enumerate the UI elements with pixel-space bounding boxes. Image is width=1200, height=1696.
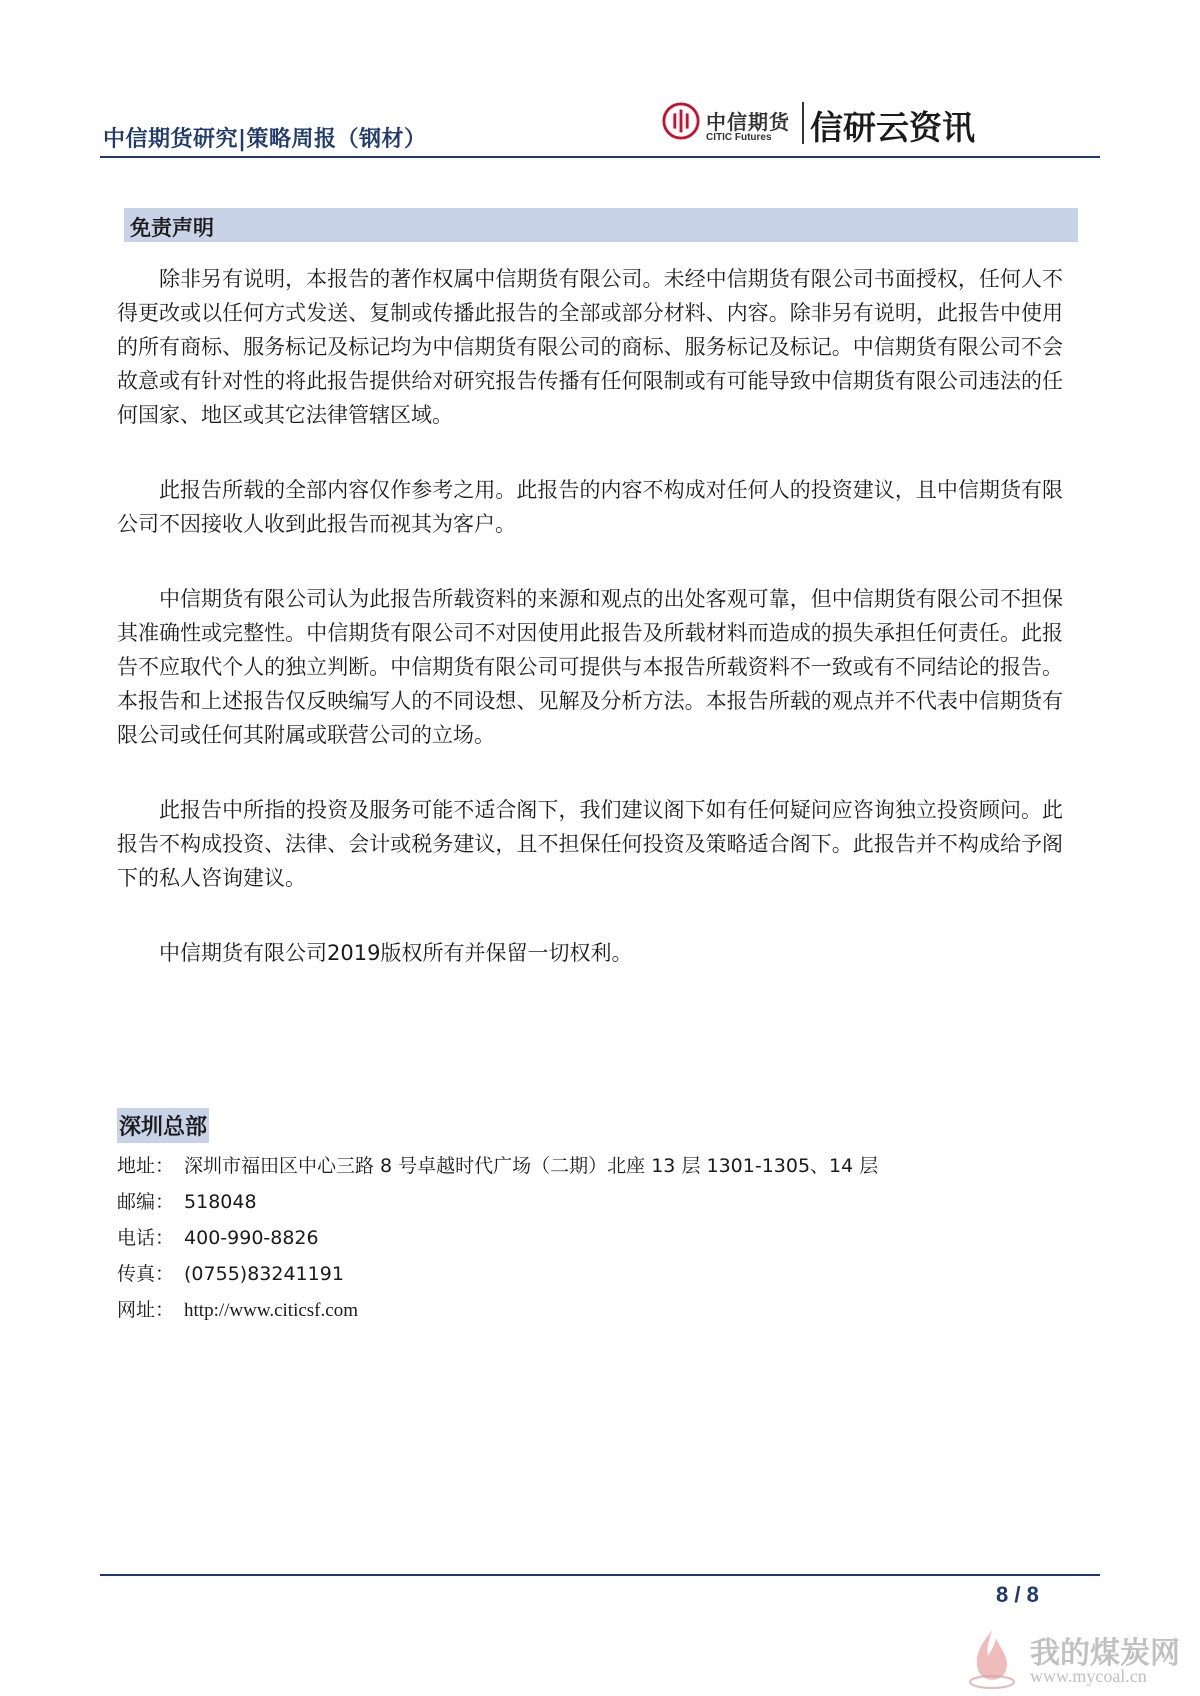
citic-logo-icon [662,102,700,140]
phone-label: 电话： [117,1227,175,1249]
disclaimer-paragraph: 此报告所载的全部内容仅作参考之用。此报告的内容不构成对任何人的投资建议，且中信期货有限公司不因接收人收到此报告而视其为客户。 [117,478,1063,536]
watermark-url: www.mycoal.cn [1030,1666,1147,1686]
contact-info [117,1148,1067,1329]
address-label: 地址： [117,1155,175,1177]
brand-name: 信研云资讯 [810,108,975,147]
website-link[interactable]: http://www.citicsf.com [184,1300,358,1321]
footer-rule [100,1574,1100,1576]
citic-futures-logo [662,98,992,154]
website-label: 网址： [117,1299,175,1321]
header-rule [100,156,1100,158]
flame-icon [960,1626,1024,1692]
disclaimer-paragraph: 中信期货有限公司2019版权所有并保留一切权利。 [159,941,633,965]
phone-value: 400-990-8826 [184,1227,319,1249]
address-value: 深圳市福田区中心三路 8 号卓越时代广场（二期）北座 13 层 1301-1305、14 层 [184,1155,879,1177]
disclaimer-body [117,262,1063,1011]
address-row [117,1148,1067,1184]
fax-row [117,1256,1067,1292]
disclaimer-paragraph: 此报告中所指的投资及服务可能不适合阁下，我们建议阁下如有任何疑问应咨询独立投资顾问。此报告不构成投资、法律、会计或税务建议，且不担保任何投资及策略适合阁下。此报告并不构成给予阁下的私人咨询建议。 [117,798,1063,890]
disclaimer-paragraph: 中信期货有限公司认为此报告所载资料的来源和观点的出处客观可靠，但中信期货有限公司不担保其准确性或完整性。中信期货有限公司不对因使用此报告及所载材料而造成的损失承担任何责任。此报告不应取代个人的独立判断。中信期货有限公司可提供与本报告所载资料不一致或有不同结论的报告。本报告和上述报告仅反映编写人的不同设想、见解及分析方法。本报告所载的观点并不代表中信期货有限公司或任何其附属或联营公司的立场。 [117,587,1063,747]
website-row [117,1292,1067,1329]
phone-row [117,1220,1067,1256]
logo-divider [802,102,804,144]
postcode-label: 邮编： [117,1191,175,1213]
logo-chinese-name: 中信期货 [706,110,790,134]
headquarters-title: 深圳总部 [117,1108,209,1143]
disclaimer-heading: 免责声明 [130,216,214,240]
disclaimer-paragraph: 除非另有说明，本报告的著作权属中信期货有限公司。未经中信期货有限公司书面授权，任何人不得更改或以任何方式发送、复制或传播此报告的全部或部分材料、内容。除非另有说明，此报告中使用的所有商标、服务标记及标记均为中信期货有限公司的商标、服务标记及标记。中信期货有限公司不会故意或有针对性的将此报告提供给对研究报告传播有任何限制或有可能导致中信期货有限公司违法的任何国家、地区或其它法律管辖区域。 [117,267,1063,427]
fax-label: 传真： [117,1263,175,1285]
logo-english-name: CITIC Futures [706,132,772,143]
postcode-value: 518048 [184,1191,257,1213]
watermark-name: 我的煤炭网 [1030,1636,1180,1671]
fax-value: (0755)83241191 [184,1263,344,1285]
page-number: 8 / 8 [996,1582,1039,1607]
disclaimer-heading-bar [124,208,1078,242]
mycoal-watermark [960,1622,1200,1696]
report-header-title: 中信期货研究|策略周报（钢材） [103,127,427,152]
postcode-row [117,1184,1067,1220]
